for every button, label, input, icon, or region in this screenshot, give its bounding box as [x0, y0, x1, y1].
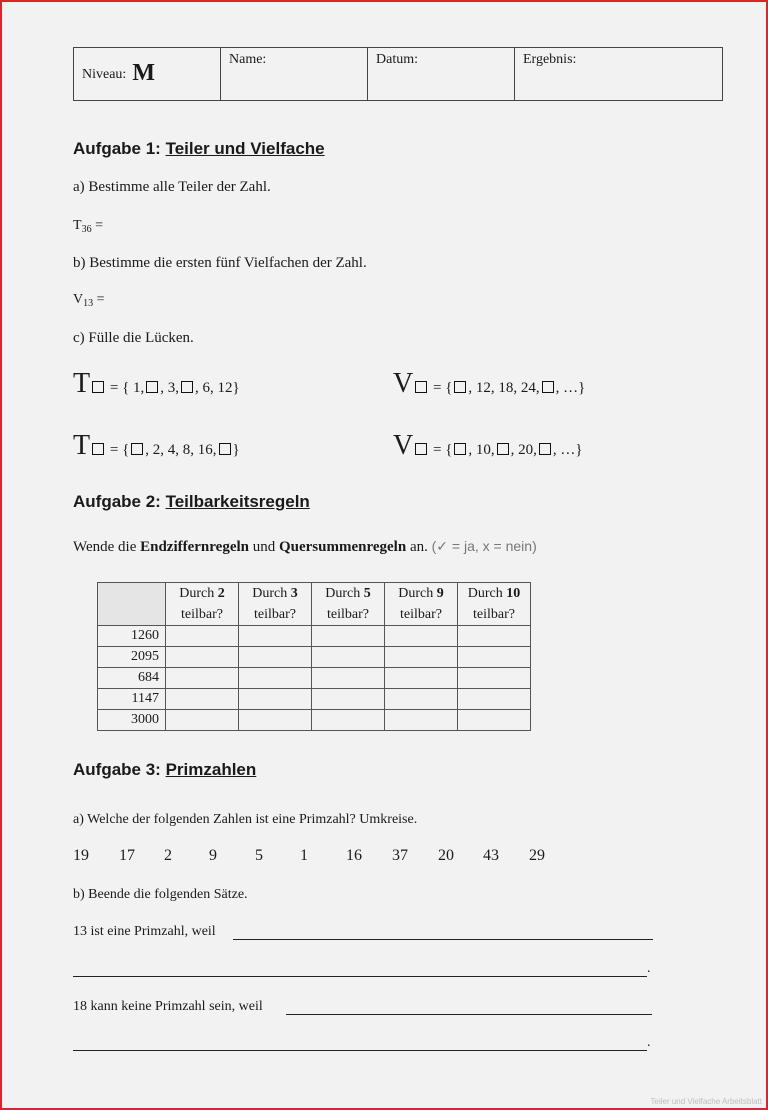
blank-box[interactable] — [92, 381, 104, 393]
v-symbol: V — [393, 430, 414, 461]
blank-box[interactable] — [219, 443, 231, 455]
answer-cell[interactable] — [239, 668, 312, 689]
task1-a-answer — [73, 218, 103, 235]
number-choice[interactable]: 29 — [529, 847, 545, 864]
set-row2-left — [73, 430, 240, 462]
number-choice[interactable]: 20 — [438, 847, 454, 864]
number-choice[interactable]: 17 — [119, 847, 135, 864]
answer-cell[interactable] — [312, 626, 385, 647]
table-row — [98, 668, 531, 689]
intro-text: und — [248, 539, 279, 555]
col-num: 2 — [217, 586, 225, 601]
table-row — [98, 647, 531, 668]
task3-prefix: Aufgabe 3: — [73, 760, 161, 779]
set-row1-right — [393, 368, 585, 400]
equals: = — [96, 292, 105, 307]
task2-heading — [73, 492, 310, 512]
set-part: , 2, 4, 8, 16, — [145, 442, 217, 458]
set-part: , …} — [552, 442, 583, 458]
row-number: 1260 — [98, 626, 166, 647]
answer-cell[interactable] — [458, 626, 531, 647]
answer-cell[interactable] — [458, 668, 531, 689]
column-header — [166, 583, 239, 626]
task3-heading — [73, 760, 256, 780]
answer-cell[interactable] — [385, 710, 458, 731]
sentence-1: 13 ist eine Primzahl, weil — [73, 924, 216, 939]
answer-line[interactable] — [73, 1050, 647, 1051]
task3-a-text: a) Welche der folgenden Zahlen ist eine Primzahl? Umkreise. — [73, 812, 418, 827]
answer-cell[interactable] — [312, 668, 385, 689]
ergebnis-cell[interactable] — [515, 48, 723, 101]
task2-title: Teilbarkeitsregeln — [165, 492, 310, 511]
t-symbol: T — [73, 218, 82, 233]
col-post: teilbar? — [400, 607, 442, 622]
task1-title: Teiler und Vielfache — [165, 139, 325, 158]
answer-cell[interactable] — [385, 668, 458, 689]
datum-label: Datum: — [376, 52, 418, 67]
equals: = — [95, 218, 103, 233]
answer-line[interactable] — [233, 939, 653, 940]
answer-cell[interactable] — [458, 689, 531, 710]
answer-cell[interactable] — [166, 710, 239, 731]
set-part: } — [232, 442, 240, 458]
answer-line[interactable] — [286, 1014, 652, 1015]
intro-bold: Endziffernregeln — [140, 539, 249, 555]
column-header — [458, 583, 531, 626]
t-symbol: T — [73, 368, 91, 399]
row-number: 3000 — [98, 710, 166, 731]
answer-cell[interactable] — [385, 689, 458, 710]
blank-box[interactable] — [415, 381, 427, 393]
niveau-value: M — [132, 60, 155, 86]
blank-box[interactable] — [415, 443, 427, 455]
sentence-2: 18 kann keine Primzahl sein, weil — [73, 999, 263, 1014]
divisibility-table — [97, 582, 531, 731]
name-label: Name: — [229, 52, 267, 67]
col-pre: Durch — [179, 586, 218, 601]
task1-c-text: c) Fülle die Lücken. — [73, 330, 194, 346]
set-part: , 6, 12} — [195, 380, 240, 396]
intro-bold: Quersummenregeln — [278, 539, 407, 555]
period: . — [647, 1035, 651, 1050]
task1-a-text: a) Bestimme alle Teiler der Zahl. — [73, 179, 271, 195]
table-row — [98, 626, 531, 647]
number-choice[interactable]: 9 — [209, 847, 217, 864]
task2-intro — [73, 538, 537, 556]
col-post: teilbar? — [327, 607, 369, 622]
set-part: = { — [432, 380, 453, 396]
task1-prefix: Aufgabe 1: — [73, 139, 161, 158]
set-part: , 10, — [468, 442, 495, 458]
blank-box[interactable] — [497, 443, 509, 455]
table-row — [98, 710, 531, 731]
table-row — [98, 689, 531, 710]
row-number: 1147 — [98, 689, 166, 710]
answer-cell[interactable] — [166, 689, 239, 710]
blank-box[interactable] — [542, 381, 554, 393]
blank-box[interactable] — [181, 381, 193, 393]
row-number: 2095 — [98, 647, 166, 668]
answer-cell[interactable] — [458, 647, 531, 668]
table-corner — [98, 583, 166, 626]
watermark: Teiler und Vielfache Arbeitsblatt — [650, 1097, 762, 1106]
answer-cell[interactable] — [239, 710, 312, 731]
row-number: 684 — [98, 668, 166, 689]
answer-cell[interactable] — [166, 668, 239, 689]
v-sub: 13 — [83, 298, 94, 309]
intro-text: an. — [406, 539, 428, 555]
answer-cell[interactable] — [312, 710, 385, 731]
col-post: teilbar? — [473, 607, 515, 622]
set-row1-left — [73, 368, 240, 400]
col-num: 9 — [436, 586, 444, 601]
number-choice[interactable]: 19 — [73, 847, 89, 864]
datum-cell[interactable] — [368, 48, 515, 101]
col-num: 10 — [506, 586, 521, 601]
column-header — [385, 583, 458, 626]
set-part: , …} — [555, 380, 586, 396]
task1-b-text: b) Bestimme die ersten fünf Vielfachen der Zahl. — [73, 255, 367, 271]
number-choice[interactable]: 16 — [346, 847, 362, 864]
column-header — [239, 583, 312, 626]
col-num: 3 — [290, 586, 298, 601]
number-choice[interactable]: 2 — [164, 847, 172, 864]
answer-cell[interactable] — [385, 626, 458, 647]
answer-line[interactable] — [73, 976, 647, 977]
number-choice[interactable]: 5 — [255, 847, 263, 864]
t-symbol: T — [73, 430, 91, 461]
set-part: = { 1, — [109, 380, 145, 396]
set-part: , 20, — [510, 442, 537, 458]
col-pre: Durch — [252, 586, 291, 601]
blank-box[interactable] — [454, 443, 466, 455]
intro-text: Wende die — [73, 539, 141, 555]
task1-b-answer — [73, 292, 105, 309]
answer-cell[interactable] — [166, 647, 239, 668]
blank-box[interactable] — [454, 381, 466, 393]
answer-cell[interactable] — [458, 710, 531, 731]
v-symbol: V — [73, 292, 84, 307]
answer-cell[interactable] — [312, 689, 385, 710]
set-part: = { — [432, 442, 453, 458]
col-num: 5 — [363, 586, 371, 601]
t-sub: 36 — [81, 224, 92, 235]
v-symbol: V — [393, 368, 414, 399]
blank-box[interactable] — [131, 443, 143, 455]
name-cell[interactable] — [221, 48, 368, 101]
task3-title: Primzahlen — [165, 760, 257, 779]
answer-cell[interactable] — [239, 689, 312, 710]
set-part: , 12, 18, 24, — [468, 380, 540, 396]
niveau-label: Niveau: — [82, 67, 127, 82]
col-pre: Durch — [467, 586, 507, 601]
answer-cell[interactable] — [385, 647, 458, 668]
col-pre: Durch — [398, 586, 437, 601]
answer-cell[interactable] — [239, 647, 312, 668]
niveau-cell[interactable] — [74, 48, 221, 101]
col-pre: Durch — [325, 586, 364, 601]
number-choice[interactable]: 43 — [483, 847, 499, 864]
number-choice[interactable]: 1 — [300, 847, 308, 864]
header-table — [73, 47, 723, 101]
blank-box[interactable] — [539, 443, 551, 455]
period: . — [647, 961, 651, 976]
col-post: teilbar? — [254, 607, 296, 622]
column-header — [312, 583, 385, 626]
blank-box[interactable] — [146, 381, 158, 393]
number-choice[interactable]: 37 — [392, 847, 408, 864]
answer-cell[interactable] — [239, 626, 312, 647]
task1-heading — [73, 139, 325, 159]
task2-prefix: Aufgabe 2: — [73, 492, 161, 511]
set-part: , 3, — [160, 380, 180, 396]
blank-box[interactable] — [92, 443, 104, 455]
task3-b-text: b) Beende die folgenden Sätze. — [73, 887, 248, 902]
legend: (✓ = ja, x = nein) — [431, 538, 537, 554]
set-row2-right — [393, 430, 583, 462]
set-part: = { — [109, 442, 130, 458]
answer-cell[interactable] — [166, 626, 239, 647]
col-post: teilbar? — [181, 607, 223, 622]
answer-cell[interactable] — [312, 647, 385, 668]
ergebnis-label: Ergebnis: — [523, 52, 577, 67]
